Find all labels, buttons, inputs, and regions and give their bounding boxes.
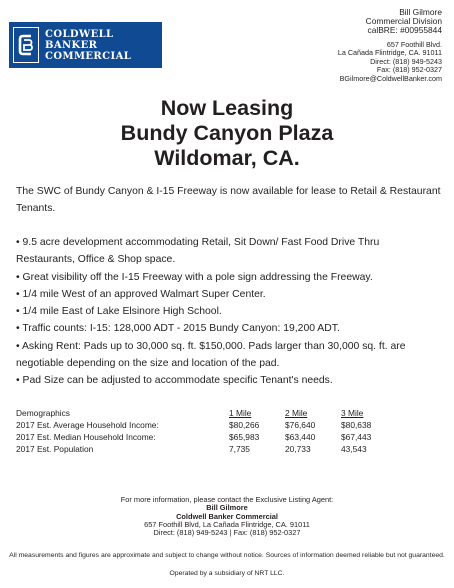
list-item: • 9.5 acre development accommodating Retail, Sit Down/ Fast Food Drive Thru Restaurants, Office & Shop space. xyxy=(16,237,380,266)
list-item: • Great visibility off the I-15 Freeway with a pole sign addressing the Freeway. xyxy=(16,271,373,283)
demographics-table xyxy=(16,407,397,455)
list-item: • Pad Size can be adjusted to accommodate specific Tenant's needs. xyxy=(16,375,333,387)
agent-name: Bill Gilmore xyxy=(399,7,442,17)
table-cell: $76,640 xyxy=(285,420,316,430)
agent-address-1: 657 Foothill Blvd. xyxy=(386,39,442,49)
agent-email[interactable]: BGilmore@ColdwellBanker.com xyxy=(339,73,442,83)
headline-line-3: Wildomar, CA. xyxy=(154,146,300,170)
table-cell: $80,266 xyxy=(229,420,260,430)
headline xyxy=(0,96,454,171)
cb-monogram-icon xyxy=(13,27,39,63)
table-row xyxy=(16,431,397,443)
list-item: • Traffic counts: I-15: 128,000 ADT - 2015 Bundy Canyon: 19,200 ADT. xyxy=(16,323,340,335)
headline-line-2: Bundy Canyon Plaza xyxy=(120,121,334,145)
logo-line-1: COLDWELL xyxy=(45,28,114,40)
table-row xyxy=(16,443,397,455)
table-cell: 7,735 xyxy=(229,444,250,454)
agent-fax: Fax: (818) 952-0327 xyxy=(376,65,442,75)
table-header-cell: 2 Mile xyxy=(285,408,308,418)
contact-block xyxy=(0,496,454,537)
agent-direct-phone: Direct: (818) 949-5243 xyxy=(370,56,442,66)
table-header-row xyxy=(16,407,397,419)
disclaimer: All measurements and figures are approximate and subject to change without notice. Sources of information deemed reliable but not guaranteed. xyxy=(9,552,445,559)
table-cell: $63,440 xyxy=(285,432,316,442)
table-header-cell: 3 Mile xyxy=(341,408,364,418)
table-cell: $65,983 xyxy=(229,432,260,442)
agent-info-block xyxy=(338,8,442,84)
coldwell-banker-commercial-logo xyxy=(9,22,162,68)
logo-wordmark xyxy=(45,29,131,62)
table-cell: 2017 Est. Median Household Income: xyxy=(16,432,156,442)
agent-license: calBRE: #00955844 xyxy=(367,25,442,36)
agent-address-2: La Cañada Flintridge, CA. 91011 xyxy=(337,48,442,58)
contact-name: Bill Gilmore xyxy=(206,503,248,513)
agent-division: Commercial Division xyxy=(365,16,442,27)
table-cell: $67,443 xyxy=(341,432,372,442)
table-header-cell: Demographics xyxy=(16,408,70,418)
logo-line-2: BANKER xyxy=(45,39,98,51)
table-row xyxy=(16,419,397,431)
contact-address: 657 Foothill Blvd, La Cañada Flintridge, CA. 91011 xyxy=(144,519,310,529)
table-header-cell: 1 Mile xyxy=(229,408,252,418)
intro-paragraph: The SWC of Bundy Canyon & I-15 Freeway is now available for lease to Retail & Restaurant Tenants. xyxy=(16,186,441,214)
table-cell: 43,543 xyxy=(341,444,367,454)
table-cell: 2017 Est. Average Household Income: xyxy=(16,420,159,430)
list-item: • 1/4 mile East of Lake Elsinore High School. xyxy=(16,306,222,318)
list-item: • Asking Rent: Pads up to 30,000 sq. ft. $150,000. Pads larger than 30,000 sq. ft. are negotiable depending on the size and location of the pad. xyxy=(16,340,406,370)
contact-company: Coldwell Banker Commercial xyxy=(176,511,278,521)
list-item: • 1/4 mile West of an approved Walmart Super Center. xyxy=(16,288,266,300)
feature-list xyxy=(16,234,441,390)
table-cell: 2017 Est. Population xyxy=(16,444,94,454)
table-cell: 20,733 xyxy=(285,444,311,454)
table-cell: $80,638 xyxy=(341,420,372,430)
contact-intro: For more information, please contact the Exclusive Listing Agent: xyxy=(120,495,334,504)
operated-by-note: Operated by a subsidiary of NRT LLC. xyxy=(169,570,285,577)
contact-phones: Direct: (818) 949-5243 | Fax: (818) 952-0327 xyxy=(153,528,301,538)
headline-line-1: Now Leasing xyxy=(160,96,294,120)
logo-line-3: COMMERCIAL xyxy=(45,50,132,62)
